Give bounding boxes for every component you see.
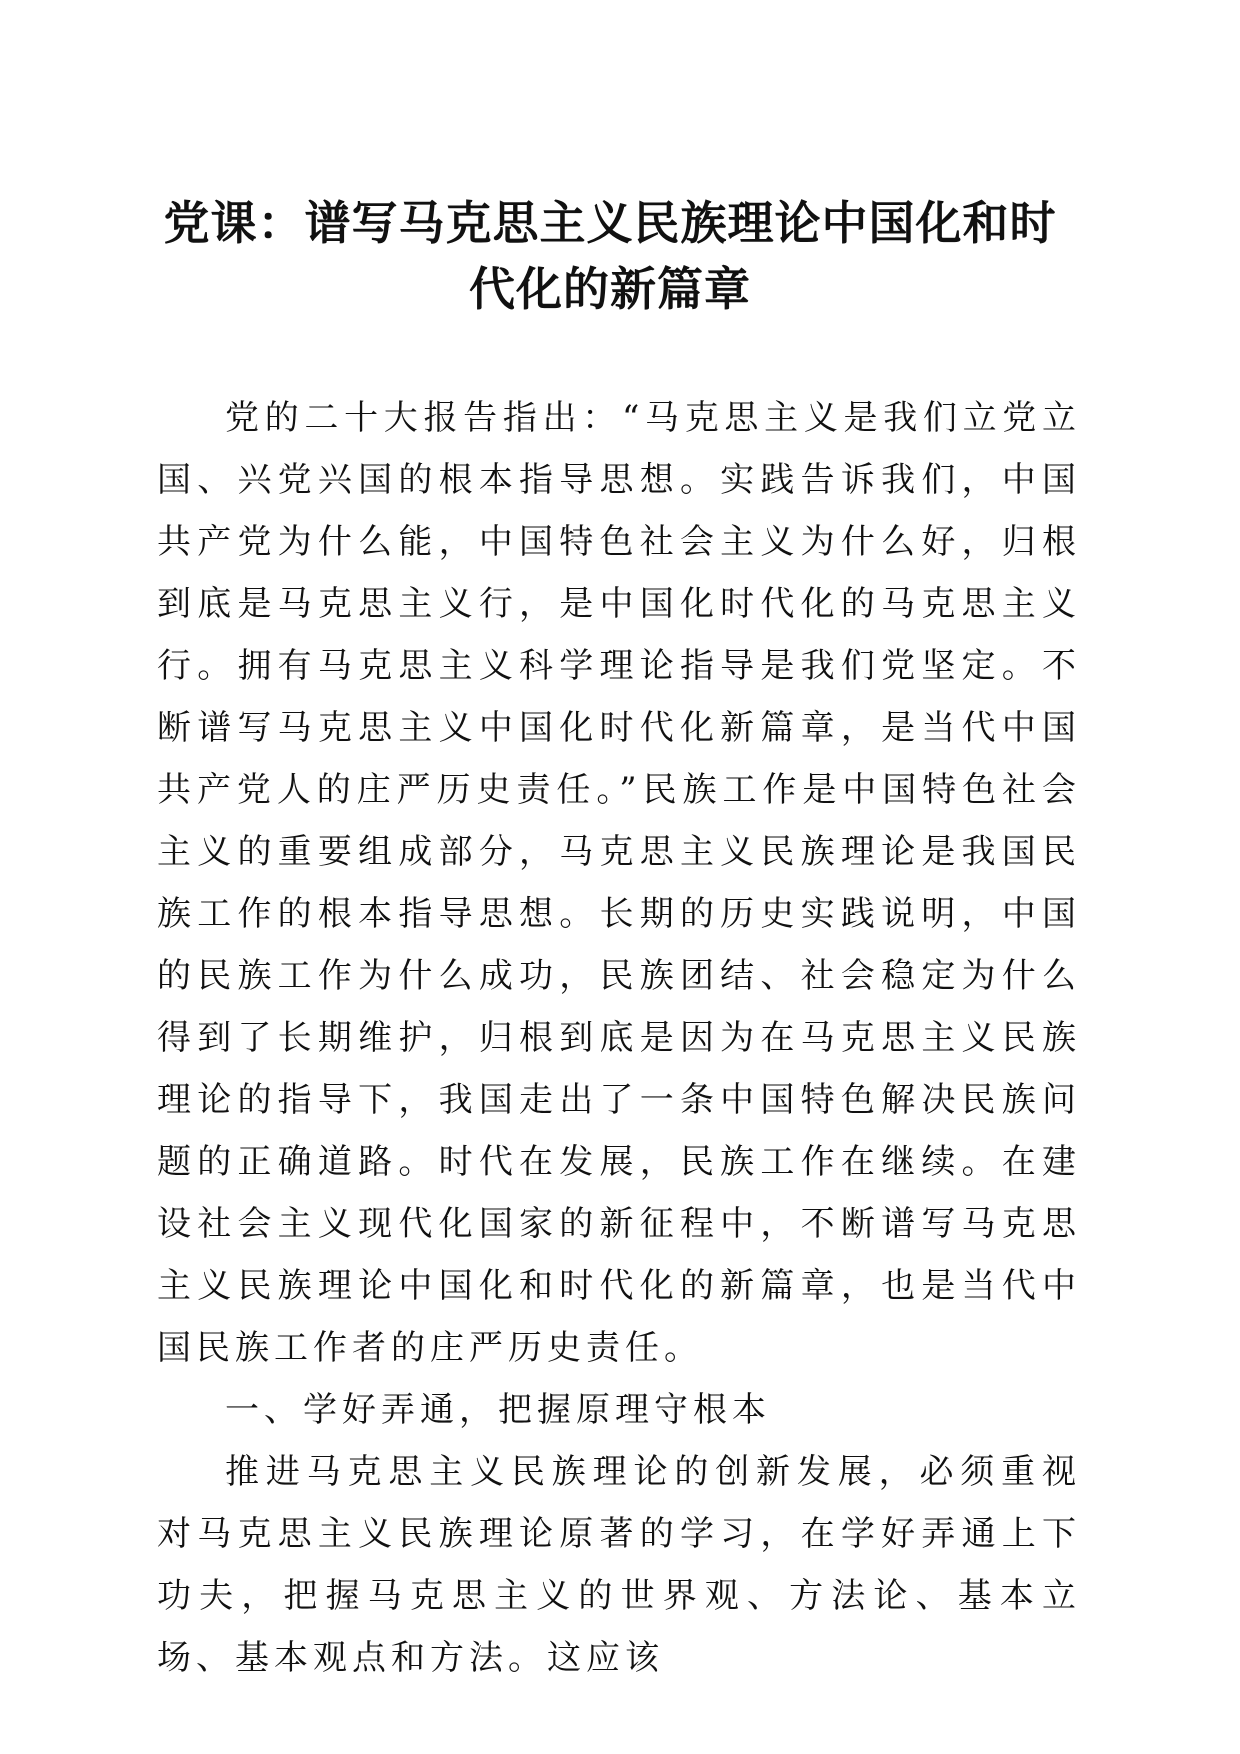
section-heading-1: 一、学好弄通，把握原理守根本 bbox=[225, 1390, 771, 1430]
document-title: 党课：谱写马克思主义民族理论中国化和时代化的新篇章 bbox=[163, 196, 1057, 316]
paragraph-intro: 党的二十大报告指出：“马克思主义是我们立党立国、兴党兴国的根本指导思想。实践告诉我们，中国共产党为什么能，中国特色社会主义为什么好，归根到底是马克思主义行，是中国化时代化的马克思主义行。拥有马克思主义科学理论指导是我们党坚定。不断谱写马克思主义中国化时代化新篇章，是当代中国共产党人的庄严历史责任。”民族工作是中国特色社会主义的重要组成部分，马克思主义民族理论是我国民族工作的根本指导思想。长期的历史实践说明，中国的民族工作为什么成功，民族团结、社会稳定为什么得到了长期维护，归根到底是因为在马克思主义民族理论的指导下，我国走出了一条中国特色解决民族问题的正确道路。时代在发展，民族工作在继续。在建设社会主义现代化国家的新征程中，不断谱写马克思主义民族理论中国化和时代化的新篇章，也是当代中国民族工作者的庄严历史责任。 bbox=[157, 398, 1081, 1368]
document-body bbox=[157, 387, 1081, 1689]
paragraph-section-1: 推进马克思主义民族理论的创新发展，必须重视对马克思主义民族理论原著的学习，在学好弄通上下功夫，把握马克思主义的世界观、方法论、基本立场、基本观点和方法。这应该 bbox=[157, 1452, 1081, 1678]
